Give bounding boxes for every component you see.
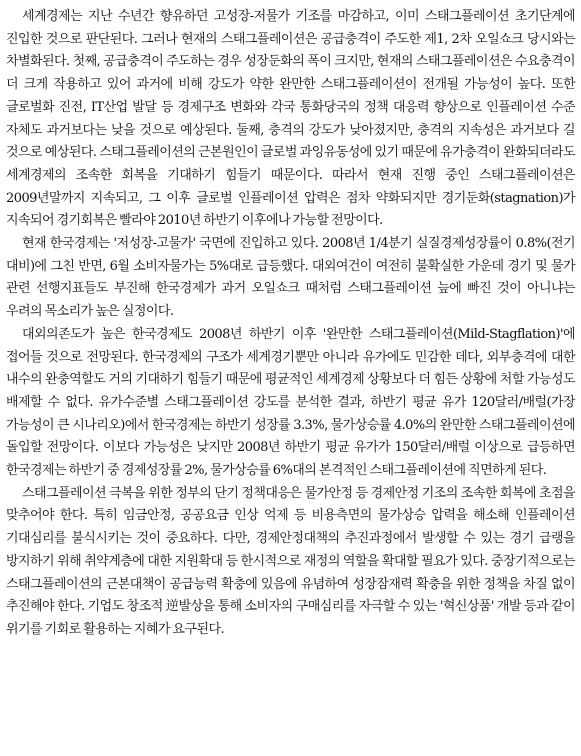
paragraph-policy-response: 스태그플레이션 극복을 위한 정부의 단기 정책대응은 물가안정 등 경제안정 기조의 조속한 회복에 초점을 맞추어야 한다. 특히 임금안정, 공공요금 인상 억제 등 비용측면의 물가상승 압력을 해소해 인플레이션 기대심리를 불식시키는 것이 중요하다. 다만, 경제안정대책의 추진과정에서 발생할 수 있는 경기 급랭을 방지하기 위해 취약계층에 대한 지원확대 등 한시적으로 재정의 역할을 확대할 필요가 있다. 중장기적으로는 스태그플레이션의 근본대책이 공급능력 확충에 있음에 유념하여 성장잠재력 확충을 위한 정책을 차질 없이 추진해야 한다. 기업도 창조적 逆발상을 통해 소비자의 구매심리를 자극할 수 있는 '혁신상품' 개발 등과 같이 위기를 기회로 활용하는 지혜가 요구된다. — [6, 485, 575, 637]
paragraph-global-outlook: 세계경제는 지난 수년간 향유하던 고성장-저물가 기조를 마감하고, 이미 스태그플레이션 초기단계에 진입한 것으로 판단된다. 그러나 현재의 스태그플레이션은 공급충격이 주도한 제1, 2차 오일쇼크 당시와는 차별화된다. 첫째, 공급충격이 주도하는 경우 성장둔화의 폭이 크지만, 현재의 스태그플레이션은 수요충격이 더 크게 작용하고 있어 과거에 비해 강도가 약한 완만한 스태그플레이션이 전개될 가능성이 높다. 또한 글로벌화 진전, IT산업 발달 등 경제구조 변화와 각국 통화당국의 정책 대응력 향상으로 인플레이션 수준 자체도 과거보다는 낮을 것으로 예상된다. 둘째, 충격의 강도가 낮아졌지만, 충격의 지속성은 과거보다 길 것으로 예상된다. 스태그플레이션의 근본원인이 글로벌 과잉유동성에 있기 때문에 유가충격이 완화되더라도 세계경제의 조속한 회복을 기대하기 힘들기 때문이다. 따라서 현재 진행 중인 스태그플레이션은 2009년말까지 지속되고, 그 이후 글로벌 인플레이션 압력은 점차 약화되지만 경기둔화(stagnation)가 지속되어 경기회복은 빨라야 2010년 하반기 이후에나 가능할 전망이다. — [6, 9, 575, 229]
report-page — [6, 6, 575, 642]
paragraph-korea-outlook: 대외의존도가 높은 한국경제도 2008년 하반기 이후 '완만한 스태그플레이션(Mild-Stagflation)'에 접어들 것으로 전망된다. 한국경제의 구조가 세계경기뿐만 아니라 유가에도 민감한 데다, 외부충격에 대한 내수의 완충역할도 거의 기대하기 힘들기 때문에 평균적인 세계경제 상황보다 더 힘든 상황에 처할 가능성도 배제할 수 없다. 유가수준별 스태그플레이션 강도를 분석한 결과, 하반기 평균 유가 120달러/배럴(가장 가능성이 큰 시나리오)에서 한국경제는 하반기 성장률 3.3%, 물가상승률 4.0%의 완만한 스태그플레이션에 돌입할 전망이다. 이보다 가능성은 낮지만 2008년 하반기 평균 유가가 150달러/배럴 이상으로 급등하면 한국경제는 하반기 중 경제성장률 2%, 물가상승률 6%대의 본격적인 스태그플레이션에 직면하게 된다. — [6, 326, 575, 479]
paragraph-korea-current: 현재 한국경제는 '저성장-고물가' 국면에 진입하고 있다. 2008년 1/4분기 실질경제성장률이 0.8%(전기 대비)에 그친 반면, 6월 소비자물가는 5%대로 급등했다. 대외여건이 여전히 불확실한 가운데 경기 및 물가 관련 선행지표들도 부진해 한국경제가 과거 오일쇼크 때처럼 스태그플레이션 늪에 빠진 것이 아니냐는 우려의 목소리가 높은 실정이다. — [6, 236, 575, 320]
